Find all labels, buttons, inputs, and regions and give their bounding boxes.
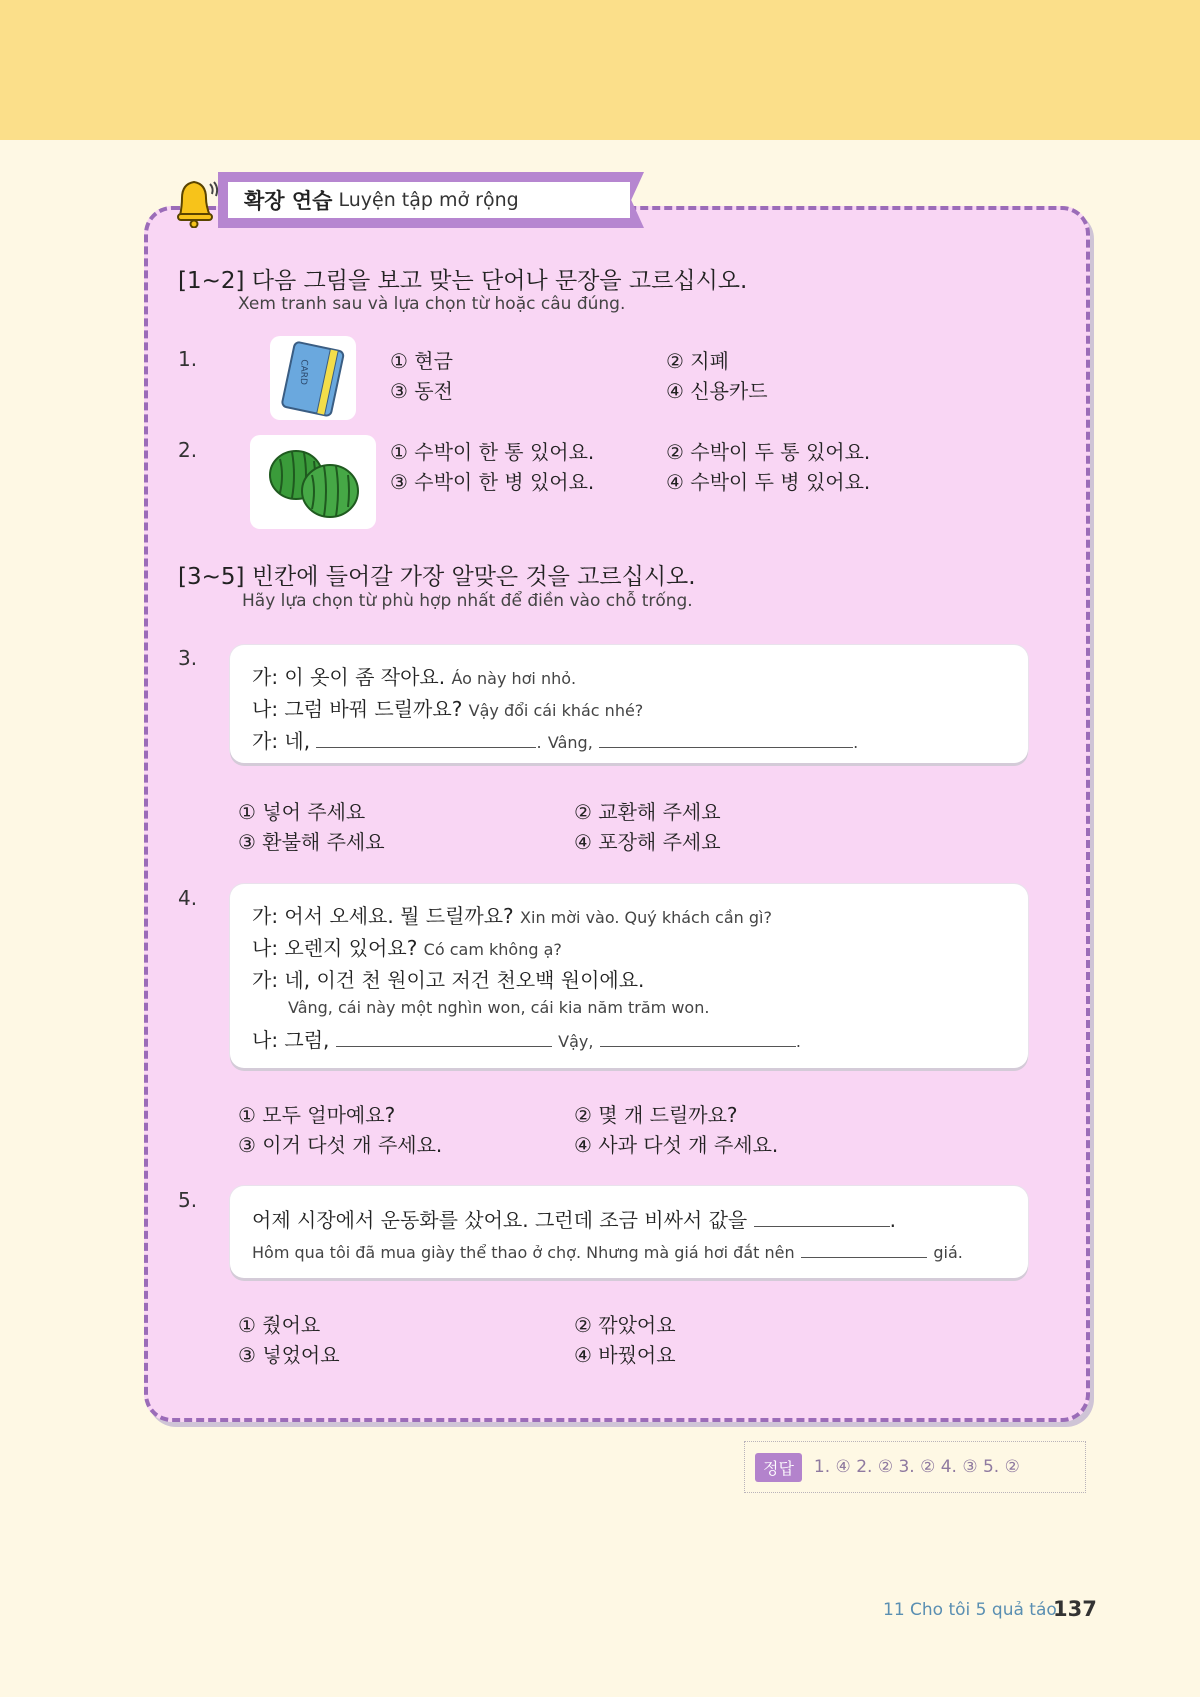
option[interactable]: ③ 이거 다섯 개 주세요.: [238, 1133, 443, 1157]
option[interactable]: ② 교환해 주세요: [574, 800, 721, 824]
answer-key-label: 정답: [755, 1453, 802, 1482]
dialogue-line: 나: 그럼 바꿔 드릴까요? Vậy đổi cái khác nhé?: [252, 697, 644, 721]
section-title-ko: 확장 연습: [244, 189, 333, 213]
page-number: 137: [1053, 1597, 1097, 1621]
dialogue-line: 가: 네, 이건 천 원이고 저건 천오백 원이에요.: [252, 968, 645, 992]
dialogue-line: 어제 시장에서 운동화를 샀어요. 그런데 조금 비싸서 값을 .: [252, 1208, 896, 1232]
card-image-label: CARD: [297, 359, 309, 386]
question-number: 2.: [178, 438, 198, 462]
instruction-3-5-vi: Hãy lựa chọn từ phù hợp nhất để điền vào chỗ trống.: [242, 591, 693, 611]
dialogue-box-q3: [230, 645, 1028, 763]
option[interactable]: ③ 환불해 주세요: [238, 830, 385, 854]
option[interactable]: ④ 수박이 두 병 있어요.: [666, 470, 871, 494]
answer-blank[interactable]: [336, 1028, 552, 1047]
answer-key: [744, 1441, 1086, 1493]
answer-blank[interactable]: [600, 1028, 796, 1047]
instruction-1-2-ko: [1~2] 다음 그림을 보고 맞는 단어나 문장을 고르십시오.: [178, 268, 748, 294]
option[interactable]: ① 현금: [390, 349, 453, 373]
dialogue-translation: Hôm qua tôi đã mua giày thể thao ở chợ. Nhưng mà giá hơi đắt nên giá.: [252, 1239, 963, 1263]
answer-blank[interactable]: [316, 729, 536, 748]
dialogue-line: 가: 이 옷이 좀 작아요. Áo này hơi nhỏ.: [252, 665, 577, 689]
option[interactable]: ① 모두 얼마예요?: [238, 1103, 396, 1127]
answer-blank[interactable]: [599, 729, 853, 748]
option[interactable]: ④ 바꿨어요: [574, 1343, 676, 1367]
top-band: [0, 0, 1200, 140]
instruction-1-2-vi: Xem tranh sau và lựa chọn từ hoặc câu đúng.: [238, 294, 626, 314]
watermelon-image: [250, 435, 376, 529]
option[interactable]: ④ 포장해 주세요: [574, 830, 721, 854]
question-number: 4.: [178, 886, 198, 910]
question-number: 1.: [178, 347, 198, 371]
option[interactable]: ① 수박이 한 통 있어요.: [390, 440, 595, 464]
credit-card-image: [270, 336, 356, 420]
dialogue-box-q4: [230, 884, 1028, 1068]
option[interactable]: ③ 수박이 한 병 있어요.: [390, 470, 595, 494]
answer-blank[interactable]: [801, 1239, 927, 1258]
bell-icon: [172, 176, 220, 228]
option[interactable]: ① 줬어요: [238, 1313, 321, 1337]
section-title: [228, 182, 630, 218]
dialogue-line: 가: 어서 오세요. 뭘 드릴까요? Xin mời vào. Quý khách cần gì?: [252, 904, 772, 928]
instruction-3-5-ko: [3~5] 빈칸에 들어갈 가장 알맞은 것을 고르십시오.: [178, 564, 696, 590]
option[interactable]: ③ 넣었어요: [238, 1343, 340, 1367]
option[interactable]: ② 수박이 두 통 있어요.: [666, 440, 871, 464]
option[interactable]: ④ 사과 다섯 개 주세요.: [574, 1133, 779, 1157]
dialogue-line: 나: 오렌지 있어요? Có cam không ạ?: [252, 936, 562, 960]
question-number: 3.: [178, 646, 198, 670]
answer-key-text: 1. ④ 2. ② 3. ② 4. ③ 5. ②: [813, 1457, 1020, 1477]
option[interactable]: ① 넣어 주세요: [238, 800, 366, 824]
option[interactable]: ② 지폐: [666, 349, 729, 373]
dialogue-translation: Vâng, cái này một nghìn won, cái kia năm trăm won.: [288, 998, 710, 1017]
answer-blank[interactable]: [754, 1208, 890, 1227]
chapter-title: 11 Cho tôi 5 quả táo: [883, 1600, 1057, 1620]
section-title-vi: Luyện tập mở rộng: [338, 189, 519, 211]
question-number: 5.: [178, 1188, 198, 1212]
option[interactable]: ② 깎았어요: [574, 1313, 676, 1337]
dialogue-line: 나: 그럼, Vậy, .: [252, 1028, 801, 1052]
option[interactable]: ④ 신용카드: [666, 379, 768, 403]
dialogue-box-q5: [230, 1186, 1028, 1278]
option[interactable]: ② 몇 개 드릴까요?: [574, 1103, 738, 1127]
dialogue-line: 가: 네, . Vâng, .: [252, 729, 859, 753]
option[interactable]: ③ 동전: [390, 379, 453, 403]
